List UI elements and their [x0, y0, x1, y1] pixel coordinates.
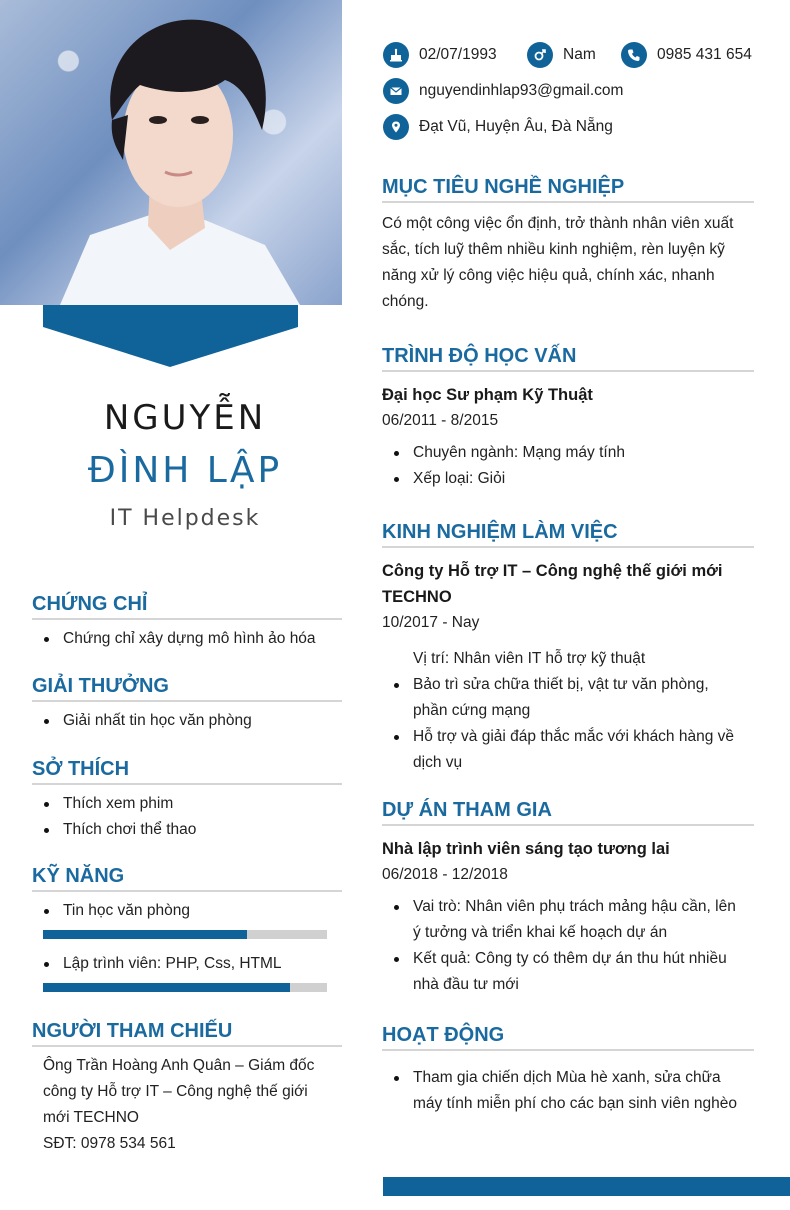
company-line: Công ty Hỗ trợ IT – Công nghệ thế giới mới [382, 562, 723, 580]
activities-section [382, 1024, 754, 1117]
hobbies-title: SỞ THÍCH [32, 758, 342, 785]
objective-line: năng xử lý công việc hiệu quả, chính xác, nhanh [382, 267, 715, 284]
project-item [382, 894, 754, 946]
award-item: Giải nhất tin học văn phòng [32, 708, 342, 734]
item-line: nhà đầu tư mới [413, 976, 519, 993]
certificates-title: CHỨNG CHỈ [32, 593, 342, 620]
address-value: Đạt Vũ, Huyện Âu, Đà Nẵng [419, 118, 613, 135]
profile-photo [0, 0, 342, 305]
references-section [32, 1020, 342, 1157]
skills-section [32, 865, 342, 992]
education-title: TRÌNH ĐỘ HỌC VẤN [382, 345, 754, 372]
project-period: 06/2018 - 12/2018 [382, 866, 508, 883]
dob-value: 02/07/1993 [419, 46, 497, 63]
project-name: Nhà lập trình viên sáng tạo tương lai [382, 840, 670, 858]
objective-text [382, 211, 754, 315]
objective-section [382, 176, 754, 315]
experience-title: KINH NGHIỆM LÀM VIỆC [382, 521, 754, 548]
reference-line: mới TECHNO [43, 1109, 139, 1126]
email-icon [383, 78, 409, 104]
cake-icon [383, 42, 409, 68]
item-line: Kết quả: Công ty có thêm dự án thu hút nhiều [413, 950, 727, 967]
item-line: máy tính miễn phí cho các bạn sinh viên nghèo [413, 1095, 737, 1112]
school-name: Đại học Sư phạm Kỹ Thuật [382, 386, 593, 404]
projects-title: DỰ ÁN THAM GIA [382, 799, 754, 826]
location-icon [383, 114, 409, 140]
item-line: phần cứng mạng [413, 702, 531, 719]
contact-address [383, 114, 613, 140]
item-line: Tham gia chiến dịch Mùa hè xanh, sửa chữa [413, 1069, 721, 1086]
references-title: NGƯỜI THAM CHIẾU [32, 1020, 342, 1047]
email-value[interactable]: nguyendinhlap93@gmail.com [419, 82, 624, 99]
objective-title: MỤC TIÊU NGHỀ NGHIỆP [382, 176, 754, 203]
project-item [382, 946, 754, 998]
hobby-item: Thích xem phim [32, 791, 342, 817]
item-line: ý tưởng và triển khai kế hoạch dự án [413, 924, 668, 941]
experience-period: 10/2017 - Nay [382, 614, 480, 631]
item-line: Vai trò: Nhân viên phụ trách mảng hậu cần, lên [413, 898, 736, 915]
contact-email [383, 78, 623, 104]
projects-section [382, 799, 754, 998]
certificates-section [32, 593, 342, 652]
company-line: TECHNO [382, 588, 452, 606]
hobby-item: Thích chơi thể thao [32, 817, 342, 843]
item-line: Bảo trì sửa chữa thiết bị, vật tư văn phòng, [413, 676, 709, 693]
reference-line: công ty Hỗ trợ IT – Công nghệ thế giới [43, 1083, 308, 1100]
photo-banner [43, 305, 298, 367]
name-line-1: NGUYỄN [103, 398, 267, 438]
skill-label: Lập trình viên: PHP, Css, HTML [32, 951, 342, 977]
experience-section [382, 521, 754, 776]
name-line-2: ĐÌNH LẬP [87, 450, 283, 491]
education-period: 06/2011 - 8/2015 [382, 412, 499, 429]
objective-line: Có một công việc ổn định, trở thành nhân viên xuất [382, 215, 734, 232]
experience-position: Vị trí: Nhân viên IT hỗ trợ kỹ thuật [413, 650, 646, 667]
phone-icon [621, 42, 647, 68]
objective-line: chóng. [382, 293, 429, 310]
skill-bar [43, 983, 327, 992]
contact-gender [527, 42, 596, 68]
reference-line: Ông Trần Hoàng Anh Quân – Giám đốc [43, 1057, 315, 1074]
item-line: Hỗ trợ và giải đáp thắc mắc với khách hàng về [413, 728, 735, 745]
education-item: Chuyên ngành: Mạng máy tính [382, 440, 754, 466]
education-section [382, 345, 754, 492]
activities-title: HOẠT ĐỘNG [382, 1024, 754, 1051]
contact-phone [621, 42, 752, 68]
left-column [0, 0, 342, 1210]
certificate-item: Chứng chỉ xây dựng mô hình ảo hóa [32, 626, 342, 652]
awards-section [32, 675, 342, 734]
skill-bar-fill [43, 983, 290, 992]
job-title: IT Helpdesk [109, 506, 261, 531]
gender-icon [527, 42, 553, 68]
objective-line: sắc, tích luỹ thêm nhiều kinh nghiệm, rèn luyện kỹ [382, 241, 725, 258]
awards-title: GIẢI THƯỞNG [32, 675, 342, 702]
activity-item [382, 1065, 754, 1117]
company-name [382, 558, 754, 610]
item-line: dịch vụ [413, 754, 463, 771]
skill-bar [43, 930, 327, 939]
phone-value[interactable]: 0985 431 654 [657, 46, 752, 63]
reference-phone: SĐT: 0978 534 561 [43, 1135, 176, 1152]
skill-bar-fill [43, 930, 247, 939]
footer-bar [383, 1177, 790, 1196]
experience-item [382, 724, 754, 776]
reference-text [32, 1053, 342, 1157]
education-item: Xếp loại: Giỏi [382, 466, 754, 492]
experience-item [382, 672, 754, 724]
skill-label: Tin học văn phòng [32, 898, 342, 924]
skills-title: KỸ NĂNG [32, 865, 342, 892]
gender-value: Nam [563, 46, 596, 63]
hobbies-section [32, 758, 342, 843]
contact-dob [383, 42, 497, 68]
